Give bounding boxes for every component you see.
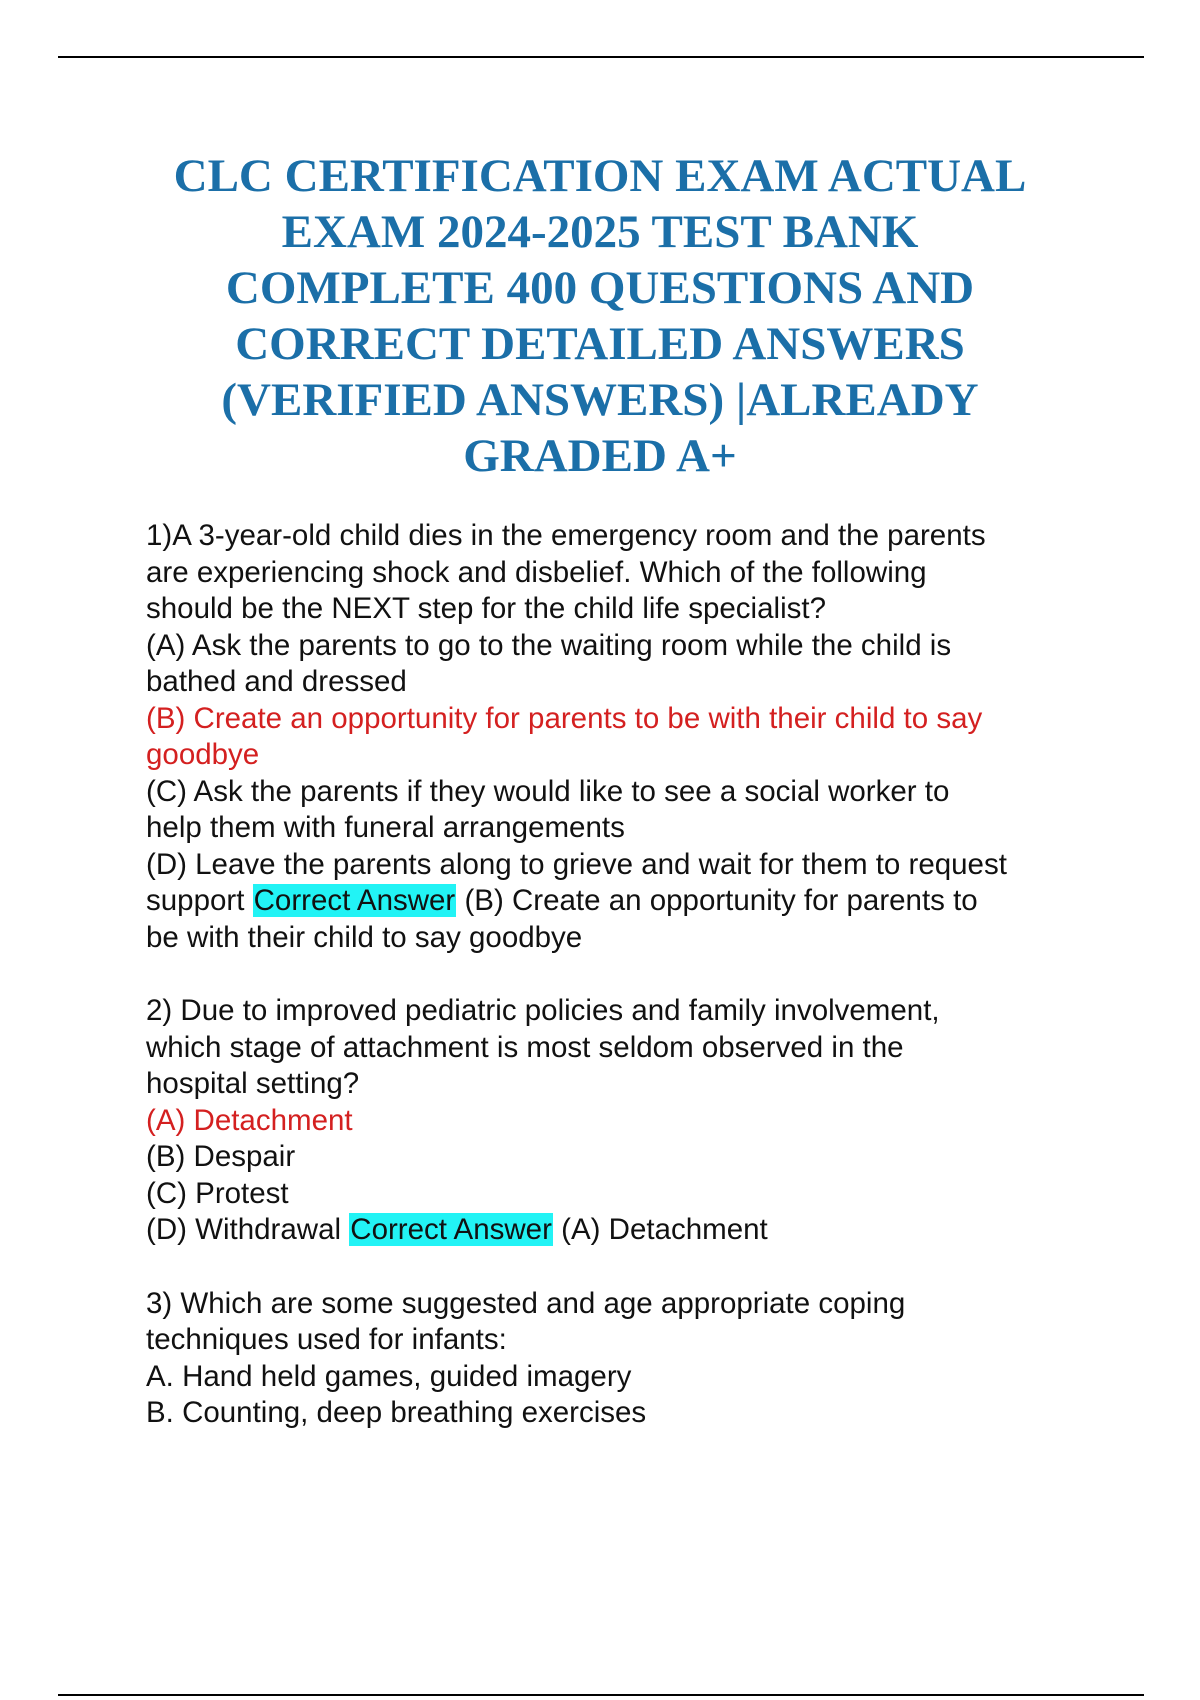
question-2-stem: 2) Due to improved pediatric policies and family involvement, — [146, 994, 940, 1027]
question-1-answer-text: (B) Create an opportunity for parents to — [464, 884, 978, 917]
question-1-option-d: (D) Leave the parents along to grieve and wait for them to request — [146, 847, 1007, 881]
question-2-option-d: (D) Withdrawal — [146, 1213, 342, 1246]
question-2-answer-text: (A) Detachment — [561, 1213, 768, 1246]
question-1-option-c: (C) Ask the parents if they would like to see a social worker to — [146, 774, 950, 808]
question-2-option-b: (B) Despair — [146, 1140, 296, 1173]
title-line: GRADED A+ — [463, 430, 737, 482]
question-1-option-a: (A) Ask the parents to go to the waiting room while the child is — [146, 628, 952, 662]
document-title — [150, 148, 1050, 484]
question-3-option-b: B. Counting, deep breathing exercises — [146, 1396, 647, 1429]
question-1-option-b-correct: (B) Create an opportunity for parents to be with their child to say — [146, 701, 983, 735]
question-1-stem: 1)A 3-year-old child dies in the emergency room and the parents — [146, 519, 986, 552]
question-1-option-c: help them with funeral arrangements — [146, 811, 625, 844]
question-2-answer-line — [146, 1212, 1106, 1249]
top-rule — [58, 56, 1144, 58]
question-list — [146, 518, 1106, 1432]
question-1-answer-line — [146, 883, 1106, 920]
question-2-option-c: (C) Protest — [146, 1176, 289, 1210]
question-3-stem: 3) Which are some suggested and age appropriate coping — [146, 1286, 906, 1320]
question-1-answer-text: be with their child to say goodbye — [146, 920, 583, 954]
question-1-option-a: bathed and dressed — [146, 665, 407, 698]
question-1 — [146, 518, 1106, 956]
title-line: EXAM 2024-2025 TEST BANK — [281, 206, 919, 258]
question-1-option-b-correct: goodbye — [146, 738, 260, 771]
question-2 — [146, 993, 1106, 1249]
question-2-stem: which stage of attachment is most seldom observed in the — [146, 1030, 904, 1064]
bottom-rule — [58, 1694, 1144, 1696]
question-2-stem: hospital setting? — [146, 1067, 360, 1100]
question-3 — [146, 1286, 1106, 1432]
title-line: (VERIFIED ANSWERS) |ALREADY — [221, 374, 979, 426]
correct-answer-highlight: Correct Answer — [253, 884, 456, 917]
correct-answer-highlight: Correct Answer — [350, 1213, 552, 1246]
question-1-option-d-end: support — [146, 884, 245, 917]
question-2-option-a-correct: (A) Detachment — [146, 1103, 353, 1137]
title-line: COMPLETE 400 QUESTIONS AND — [225, 262, 975, 314]
question-3-option-a: A. Hand held games, guided imagery — [146, 1359, 632, 1393]
spacer — [146, 956, 1106, 993]
question-1-stem: should be the NEXT step for the child life specialist? — [146, 592, 826, 625]
question-3-stem: techniques used for infants: — [146, 1323, 507, 1356]
title-line: CORRECT DETAILED ANSWERS — [235, 318, 965, 370]
title-line: CLC CERTIFICATION EXAM ACTUAL — [173, 150, 1027, 202]
spacer — [146, 1249, 1106, 1286]
question-1-stem: are experiencing shock and disbelief. Which of the following — [146, 555, 927, 589]
